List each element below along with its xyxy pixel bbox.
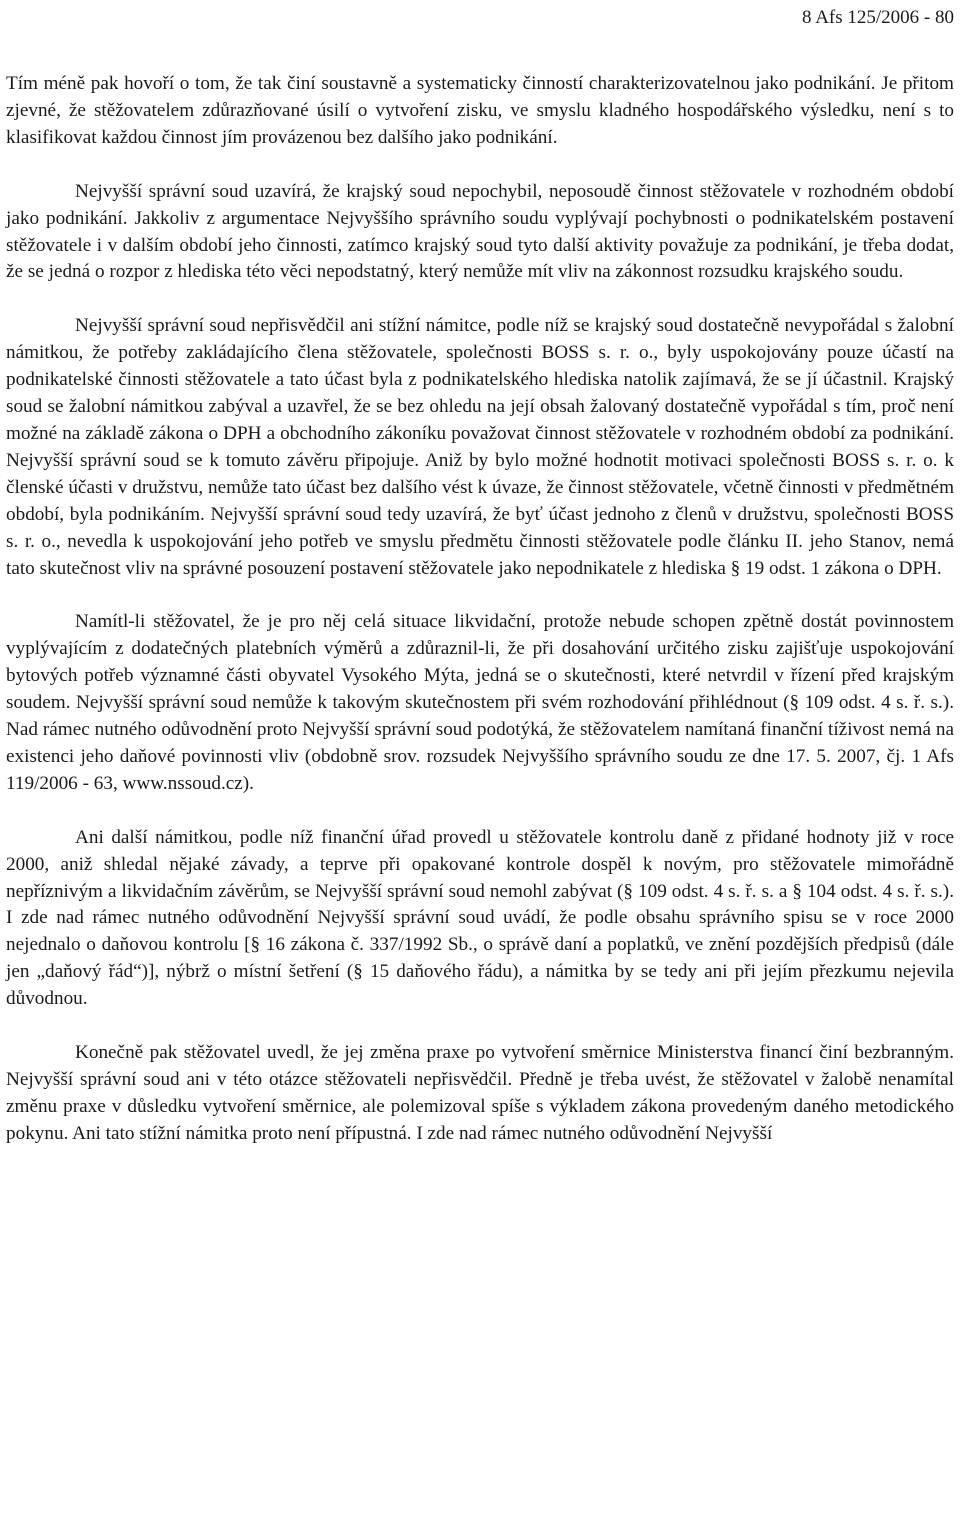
paragraph-4: Namítl-li stěžovatel, že je pro něj celá situace likvidační, protože nebude schopen zpětně dostát povinnostem vyplývajícím z dodatečných platebních výměrů a zdůraznil-li, že při dosahování určitého zisku zajišťuje uspokojování bytových potřeb významné části obyvatel Vysokého Mýta, jedná se o skutečnosti, které netvrdil v řízení před krajským soudem. Nejvyšší správní soud nemůže k takovým skutečnostem při svém rozhodování přihlédnout (§ 109 odst. 4 s. ř. s.). Nad rámec nutného odůvodnění proto Nejvyšší správní soud podotýká, že stěžovatelem namítaná finanční tíživost nemá na existenci jeho daňové povinnosti vliv (obdobně srov. rozsudek Nejvyššího správního soudu ze dne 17. 5. 2007, čj. 1 Afs 119/2006 - 63, www.nssoud.cz). xyxy=(6,611,954,794)
case-number-header: 8 Afs 125/2006 - 80 xyxy=(802,7,954,28)
paragraph-6: Konečně pak stěžovatel uvedl, že jej změna praxe po vytvoření směrnice Ministerstva financí činí bezbranným. Nejvyšší správní soud ani v této otázce stěžovateli nepřisvědčil. Předně je třeba uvést, že stěžovatel v žalobě nenamítal změnu praxe v důsledku vytvoření směrnice, ale polemizoval spíše s výkladem zákona provedeným daného metodického pokynu. Ani tato stížní námitka proto není přípustná. I zde nad rámec nutného odůvodnění Nejvyšší xyxy=(6,1042,954,1144)
paragraph-3: Nejvyšší správní soud nepřisvědčil ani stížní námitce, podle níž se krajský soud dostatečně nevypořádal s žalobní námitkou, že potřeby zakládajícího člena stěžovatele, společnosti BOSS s. r. o., byly uspokojovány pouze účastí na podnikatelské činnosti stěžovatele a tato účast byla z podnikatelského hlediska natolik zajímavá, že se jí účastnil. Krajský soud se žalobní námitkou zabýval a uzavřel, že se bez ohledu na její obsah žalovaný dostatečně vypořádal s tím, proč není možné na základě zákona o DPH a obchodního zákoníku považovat činnost stěžovatele v rozhodném období za podnikání. Nejvyšší správní soud se k tomuto závěru připojuje. Aniž by bylo možné hodnotit motivaci společnosti BOSS s. r. o. k členské účasti v družstvu, nemůže tato účast bez dalšího vést k úvaze, že činnost stěžovatele, včetně činnosti v předmětném období, byla podnikáním. Nejvyšší správní soud tedy uzavírá, že byť účast jednoho z členů v družstvu, společnosti BOSS s. r. o., nevedla k uspokojování jeho potřeb ve smyslu předmětu činnosti stěžovatele podle článku II. jeho Stanov, nemá tato skutečnost vliv na správné posouzení postavení stěžovatele jako nepodnikatele z hlediska § 19 odst. 1 zákona o DPH. xyxy=(6,315,954,579)
paragraph-2: Nejvyšší správní soud uzavírá, že krajský soud nepochybil, neposoudě činnost stěžovatele v rozhodném období jako podnikání. Jakkoliv z argumentace Nejvyššího správního soudu vyplývají pochybnosti o podnikatelském postavení stěžovatele i v dalším období jeho činnosti, zatímco krajský soud tyto další aktivity považuje za podnikání, je třeba dodat, že se jedná o rozpor z hlediska této věci nepodstatný, který nemůže mít vliv na zákonnost rozsudku krajského soudu. xyxy=(6,180,954,283)
paragraph-1: Tím méně pak hovoří o tom, že tak činí soustavně a systematicky činností charakterizovatelnou jako podnikání. Je přitom zjevné, že stěžovatelem zdůrazňované úsilí o vytvoření zisku, ve smyslu kladného hospodářského výsledku, není s to klasifikovat každou činnost jím provázenou bez dalšího jako podnikání. xyxy=(6,73,954,148)
document-body xyxy=(6,71,954,1148)
paragraph-5: Ani další námitkou, podle níž finanční úřad provedl u stěžovatele kontrolu daně z přidané hodnoty již v roce 2000, aniž shledal nějaké závady, a teprve při opakované kontrole dospěl k novým, pro stěžovatele mimořádně nepříznivým a likvidačním závěrům, se Nejvyšší správní soud nemohl zabývat (§ 109 odst. 4 s. ř. s. a § 104 odst. 4 s. ř. s.). I zde nad rámec nutného odůvodnění Nejvyšší správní soud uvádí, že podle obsahu správního spisu se v roce 2000 nejednalo o daňovou kontrolu [§ 16 zákona č. 337/1992 Sb., o správě daní a poplatků, ve znění pozdějších předpisů (dále jen „daňový řád“)], nýbrž o místní šetření (§ 15 daňového řádu), a námitka by se tedy ani při jejím přezkumu nejevila důvodnou. xyxy=(6,826,954,1010)
